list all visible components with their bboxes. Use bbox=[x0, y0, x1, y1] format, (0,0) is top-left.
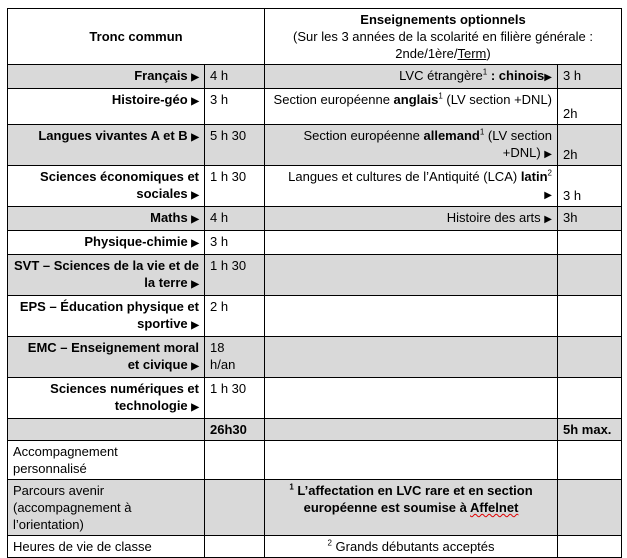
core-hours bbox=[205, 337, 265, 378]
core-subject-label-2: la terre bbox=[144, 275, 188, 290]
core-subject-line-2 bbox=[13, 274, 199, 293]
core-subject bbox=[8, 125, 205, 166]
optional-hours: 3h bbox=[558, 207, 622, 231]
core-hours-line-2: h/an bbox=[210, 357, 236, 372]
footnote-2-text: Grands débutants acceptés bbox=[331, 539, 495, 554]
core-hours: 1 h 30 bbox=[205, 255, 265, 296]
core-subject bbox=[8, 231, 205, 255]
optional-subject-empty bbox=[265, 378, 558, 419]
optional-subtitle-term: Term bbox=[457, 46, 487, 61]
optional-text-sep: : bbox=[487, 68, 499, 83]
core-hours: 4 h bbox=[205, 207, 265, 231]
arrow-icon: ▶ bbox=[191, 96, 199, 107]
core-subject bbox=[8, 296, 205, 337]
footnote-marker: 1 bbox=[479, 127, 485, 137]
footnote-1-line-2 bbox=[270, 499, 552, 516]
extra-label-line-2: (accompagnement à bbox=[13, 500, 132, 515]
optional-subtitle-end: ) bbox=[486, 46, 491, 61]
core-subject bbox=[8, 255, 205, 296]
optional-text: Langues et cultures de l’Antiquité (LCA) bbox=[288, 169, 521, 184]
optional-hours-empty bbox=[558, 536, 622, 558]
core-subject bbox=[8, 378, 205, 419]
optional-header bbox=[265, 9, 622, 65]
footnote-2 bbox=[265, 536, 558, 558]
footnote-marker: 1 bbox=[289, 482, 294, 492]
extra-label-line-1: Parcours avenir bbox=[13, 483, 105, 498]
optional-line-1 bbox=[270, 168, 552, 185]
arrow-icon: ▶ bbox=[191, 361, 199, 372]
optional-line-1 bbox=[270, 127, 552, 144]
arrow-icon: ▶ bbox=[191, 214, 199, 225]
footnote-marker: 2 bbox=[547, 168, 552, 178]
optional-text: Section européenne bbox=[303, 128, 424, 143]
table-row bbox=[8, 89, 622, 125]
arrow-icon: ▶ bbox=[191, 190, 199, 201]
optional-hours: 2h bbox=[558, 89, 622, 125]
optional-text-bold: latin bbox=[520, 169, 548, 184]
optional-text: LVC étrangère bbox=[399, 68, 483, 83]
core-subject-label: Sciences économiques et bbox=[40, 169, 199, 184]
table-row bbox=[8, 65, 622, 89]
optional-text-bold: allemand bbox=[423, 128, 480, 143]
core-subject-line-2 bbox=[13, 315, 199, 334]
optional-subject bbox=[265, 166, 558, 207]
optional-total: 5h max. bbox=[558, 419, 622, 441]
footnote-1-text-1: L’affectation en LVC rare et en section bbox=[293, 483, 533, 498]
extra-label-line-3: l’orientation) bbox=[13, 517, 84, 532]
table-row bbox=[8, 378, 622, 419]
core-subject-label-2: et civique bbox=[127, 357, 188, 372]
table-row bbox=[8, 125, 622, 166]
core-subject bbox=[8, 65, 205, 89]
optional-hours: 3 h bbox=[558, 166, 622, 207]
extra-label bbox=[8, 536, 205, 558]
extra-label-line-1: Heures de vie de classe bbox=[13, 539, 152, 554]
optional-hours-empty bbox=[558, 255, 622, 296]
core-subject-label: EPS – Éducation physique et bbox=[19, 299, 199, 314]
table-row bbox=[8, 255, 622, 296]
optional-subject-empty bbox=[265, 441, 558, 480]
core-hours: 2 h bbox=[205, 296, 265, 337]
optional-subject bbox=[265, 65, 558, 89]
arrow-icon: ▶ bbox=[191, 72, 199, 83]
core-total: 26h30 bbox=[205, 419, 265, 441]
optional-text: Histoire des arts bbox=[446, 210, 541, 225]
optional-text-bold: chinois bbox=[498, 68, 545, 83]
optional-subject bbox=[265, 125, 558, 166]
totals-label-empty bbox=[8, 419, 205, 441]
footnote-1-text-2: européenne est soumise à bbox=[303, 500, 471, 515]
optional-hours-empty bbox=[558, 337, 622, 378]
footnote-marker: 2 bbox=[327, 538, 332, 548]
footnote-marker: 1 bbox=[482, 67, 488, 77]
extra-label bbox=[8, 480, 205, 536]
optional-subtitle-years: 2nde/1ère/ bbox=[395, 46, 458, 61]
optional-subject-empty bbox=[265, 231, 558, 255]
core-subject bbox=[8, 337, 205, 378]
optional-hours-empty bbox=[558, 231, 622, 255]
optional-title: Enseignements optionnels bbox=[360, 12, 526, 27]
optional-text-bold: anglais bbox=[393, 92, 439, 107]
table-row bbox=[8, 441, 622, 480]
core-subject bbox=[8, 207, 205, 231]
table-row bbox=[8, 207, 622, 231]
tronc-commun-title: Tronc commun bbox=[89, 29, 183, 44]
table-row bbox=[8, 536, 622, 558]
optional-subject-empty bbox=[265, 255, 558, 296]
core-subject bbox=[8, 89, 205, 125]
optional-hours-empty bbox=[558, 441, 622, 480]
core-subject-label-2: technologie bbox=[114, 398, 188, 413]
optional-text-2: (LV section +DNL) bbox=[442, 92, 552, 107]
core-subject-label: Sciences numériques et bbox=[50, 381, 199, 396]
core-hours: 3 h bbox=[205, 231, 265, 255]
arrow-icon: ▶ bbox=[191, 320, 199, 331]
core-subject-label: Maths bbox=[150, 210, 188, 225]
table-row bbox=[8, 166, 622, 207]
core-hours: 5 h 30 bbox=[205, 125, 265, 166]
extra-label-line-2: personnalisé bbox=[13, 461, 87, 476]
arrow-icon: ▶ bbox=[191, 132, 199, 143]
optional-subject-empty bbox=[265, 337, 558, 378]
core-subject-label-2: sociales bbox=[136, 186, 188, 201]
optional-subject bbox=[265, 207, 558, 231]
footnote-1-affelnet: Affelnet bbox=[470, 500, 519, 515]
tronc-commun-header bbox=[8, 9, 265, 65]
arrow-icon: ▶ bbox=[544, 149, 552, 160]
core-hours-line-1: 18 bbox=[210, 340, 225, 355]
extra-hours-empty bbox=[205, 536, 265, 558]
core-subject-label: Physique-chimie bbox=[84, 234, 188, 249]
optional-subtitle-1: (Sur les 3 années de la scolarité en filière générale : bbox=[293, 29, 593, 44]
optional-line-2 bbox=[270, 185, 552, 204]
curriculum-table bbox=[7, 8, 622, 558]
arrow-icon: ▶ bbox=[544, 72, 552, 83]
optional-text-3: +DNL) bbox=[502, 145, 541, 160]
core-subject-label: SVT – Sciences de la vie et de bbox=[14, 258, 199, 273]
core-subject-label: EMC – Enseignement moral bbox=[27, 340, 199, 355]
table-row bbox=[8, 480, 622, 536]
extra-label bbox=[8, 441, 205, 480]
core-subject bbox=[8, 166, 205, 207]
table-row bbox=[8, 296, 622, 337]
arrow-icon: ▶ bbox=[191, 238, 199, 249]
core-hours: 1 h 30 bbox=[205, 166, 265, 207]
arrow-icon: ▶ bbox=[544, 214, 552, 225]
optional-text-2: (LV section bbox=[484, 128, 552, 143]
table-row bbox=[8, 337, 622, 378]
header-row bbox=[8, 9, 622, 65]
core-subject-label: Langues vivantes A et B bbox=[38, 128, 188, 143]
table-row bbox=[8, 231, 622, 255]
optional-hours-empty bbox=[558, 480, 622, 536]
core-subject-label: Histoire-géo bbox=[111, 92, 188, 107]
optional-hours-empty bbox=[558, 296, 622, 337]
optional-hours: 3 h bbox=[558, 65, 622, 89]
core-subject-label: Français bbox=[134, 68, 188, 83]
extra-label-line-1: Accompagnement bbox=[13, 444, 118, 459]
optional-line-2 bbox=[270, 144, 552, 163]
core-subject-line-2 bbox=[13, 397, 199, 416]
arrow-icon: ▶ bbox=[191, 279, 199, 290]
arrow-icon: ▶ bbox=[544, 190, 552, 201]
extra-hours-empty bbox=[205, 441, 265, 480]
extra-hours-empty bbox=[205, 480, 265, 536]
footnote-marker: 1 bbox=[438, 91, 443, 101]
core-subject-line-2 bbox=[13, 356, 199, 375]
optional-subtitle-2 bbox=[270, 45, 616, 62]
arrow-icon: ▶ bbox=[191, 402, 199, 413]
core-hours: 3 h bbox=[205, 89, 265, 125]
footnote-1-line-1 bbox=[270, 482, 552, 499]
optional-text: Section européenne bbox=[273, 92, 394, 107]
totals-row bbox=[8, 419, 622, 441]
core-subject-label-2: sportive bbox=[137, 316, 188, 331]
footnote-1 bbox=[265, 480, 558, 536]
optional-subject bbox=[265, 89, 558, 125]
optional-hours-empty bbox=[558, 378, 622, 419]
core-hours: 1 h 30 bbox=[205, 378, 265, 419]
core-hours: 4 h bbox=[205, 65, 265, 89]
totals-optional-empty bbox=[265, 419, 558, 441]
optional-subject-empty bbox=[265, 296, 558, 337]
core-subject-line-2 bbox=[13, 185, 199, 204]
optional-hours: 2h bbox=[558, 125, 622, 166]
